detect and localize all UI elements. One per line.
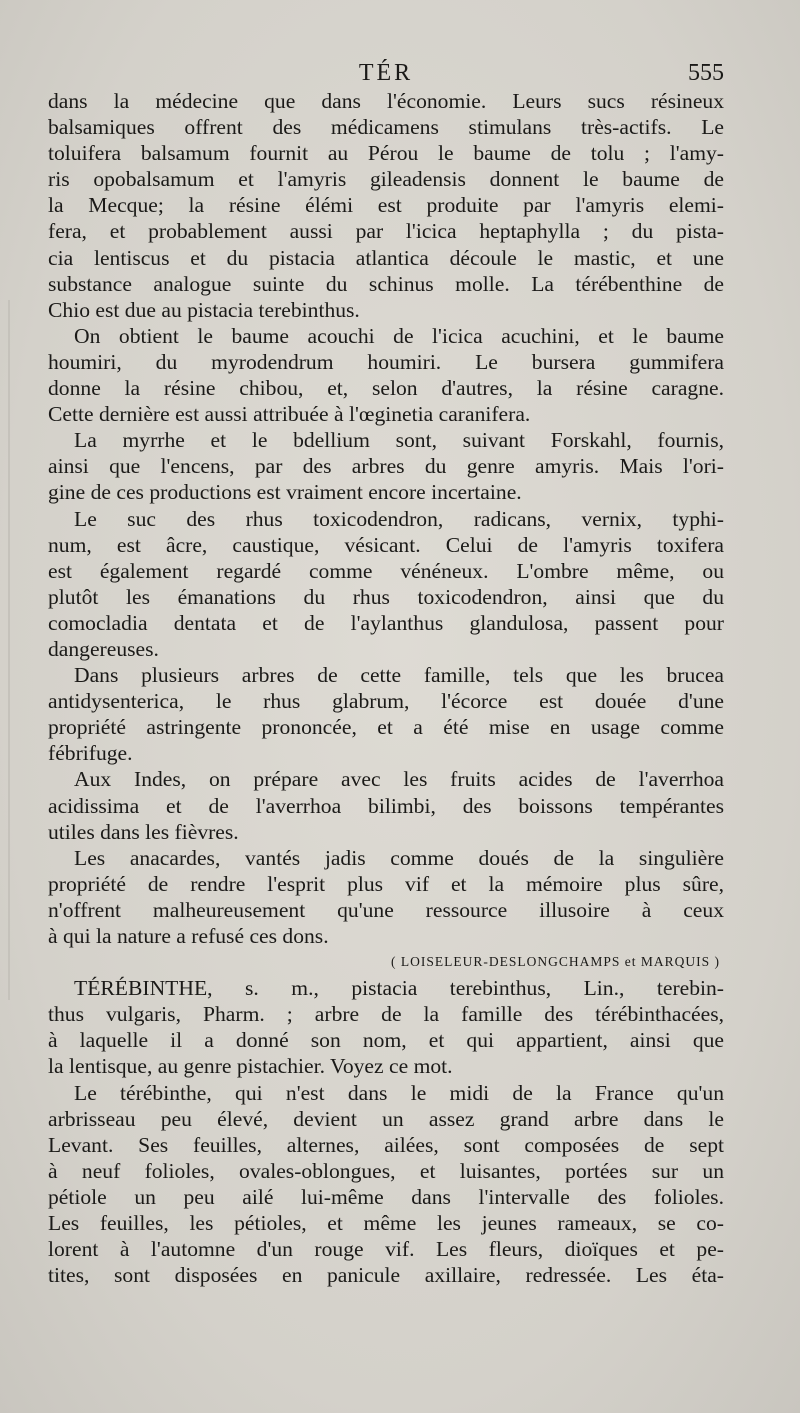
text-line: propriété astringente prononcée, et a été mise en usage comme — [48, 715, 724, 740]
text-line: comocladia dentata et de l'aylanthus glandulosa, passent pour — [48, 610, 724, 635]
text-line: lorent à l'automne d'un rouge vif. Les fleurs, dioïques et pe- — [48, 1237, 724, 1262]
text-line: Les anacardes, vantés jadis comme doués de la singulière — [74, 845, 724, 870]
text-line: substance analogue suinte du schinus molle. La térébenthine de — [48, 271, 724, 296]
text-line: pétiole un peu ailé lui-même dans l'intervalle des folioles. — [48, 1184, 724, 1209]
text-line: acidissima et de l'averrhoa bilimbi, des boissons tempérantes — [48, 793, 724, 818]
text-line: antidysenterica, le rhus glabrum, l'écorce est douée d'une — [48, 689, 724, 714]
text-line: Chio est due au pistacia terebinthus. — [48, 297, 360, 322]
page-gutter-shadow — [8, 300, 10, 1000]
text-line: Le térébinthe, qui n'est dans le midi de la France qu'un — [74, 1080, 724, 1105]
text-line: dans la médecine que dans l'économie. Leurs sucs résineux — [48, 89, 724, 113]
text-line: Dans plusieurs arbres de cette famille, tels que les brucea — [74, 663, 724, 688]
text-line: cia lentiscus et du pistacia atlantica découle le mastic, et une — [48, 245, 724, 270]
text-line: la Mecque; la résine élémi est produite par l'amyris elemi- — [48, 193, 724, 218]
text-line: Levant. Ses feuilles, alternes, ailées, sont composées de sept — [48, 1132, 724, 1157]
text-line: arbrisseau peu élevé, devient un assez grand arbre dans le — [48, 1106, 724, 1131]
text-line: Les feuilles, les pétioles, et même les jeunes rameaux, se co- — [48, 1211, 724, 1236]
text-line: ainsi que l'encens, par des arbres du genre amyris. Mais l'ori- — [48, 454, 724, 479]
text-line: fébrifuge. — [48, 741, 133, 766]
page-header — [48, 58, 724, 92]
text-line: utiles dans les fièvres. — [48, 819, 239, 844]
text-line: On obtient le baume acouchi de l'icica acuchini, et le baume — [74, 323, 724, 348]
text-line: num, est âcre, caustique, vésicant. Celui de l'amyris toxifera — [48, 532, 724, 557]
text-line: houmiri, du myrodendrum houmiri. Le bursera gummifera — [48, 349, 724, 374]
text-line: fera, et probablement aussi par l'icica heptaphylla ; du pista- — [48, 219, 724, 244]
text-line: à laquelle il a donné son nom, et qui appartient, ainsi que — [48, 1028, 724, 1053]
text-line: est également regardé comme vénéneux. L'ombre même, ou — [48, 558, 724, 583]
text-line: tites, sont disposées en panicule axillaire, redressée. Les éta- — [48, 1263, 724, 1288]
text-line: Cette dernière est aussi attribuée à l'œginetia caranifera. — [48, 402, 531, 427]
text-line: plutôt les émanations du rhus toxicodendron, ainsi que du — [48, 584, 724, 609]
text-line: à qui la nature a refusé ces dons. — [48, 924, 329, 948]
text-line: gine de ces productions est vraiment encore incertaine. — [48, 480, 522, 505]
text-line: propriété de rendre l'esprit plus vif et la mémoire plus sûre, — [48, 871, 724, 896]
text-line: Aux Indes, on prépare avec les fruits acides de l'averrhoa — [74, 767, 724, 792]
page-number: 555 — [688, 60, 724, 86]
text-line: ris opobalsamum et l'amyris gileadensis donnent le baume de — [48, 167, 724, 192]
body-text — [48, 88, 724, 1288]
text-line: La myrrhe et le bdellium sont, suivant Forskahl, fournis, — [74, 428, 724, 453]
text-line: toluifera balsamum fournit au Pérou le baume de tolu ; l'amy- — [48, 141, 724, 166]
text-line: balsamiques offrent des médicamens stimulans très-actifs. Le — [48, 115, 724, 140]
text-line: à neuf folioles, ovales-oblongues, et luisantes, portées sur un — [48, 1158, 724, 1183]
text-line: la lentisque, au genre pistachier. Voyez ce mot. — [48, 1054, 453, 1079]
text-line: Le suc des rhus toxicodendron, radicans, vernix, typhi- — [74, 506, 724, 531]
text-line: thus vulgaris, Pharm. ; arbre de la famille des térébinthacées, — [48, 1002, 724, 1027]
author-signature: ( LOISELEUR-DESLONGCHAMPS et MARQUIS ) — [390, 954, 720, 970]
text-line: donne la résine chibou, et, selon d'autres, la résine caragne. — [48, 376, 724, 401]
entry-headword-line: TÉRÉBINTHE, s. m., pistacia terebinthus, Lin., terebin- — [74, 976, 724, 1001]
running-title: TÉR — [358, 60, 414, 86]
text-line: dangereuses. — [48, 636, 159, 661]
text-line: n'offrent malheureusement qu'une ressource illusoire à ceux — [48, 897, 724, 922]
